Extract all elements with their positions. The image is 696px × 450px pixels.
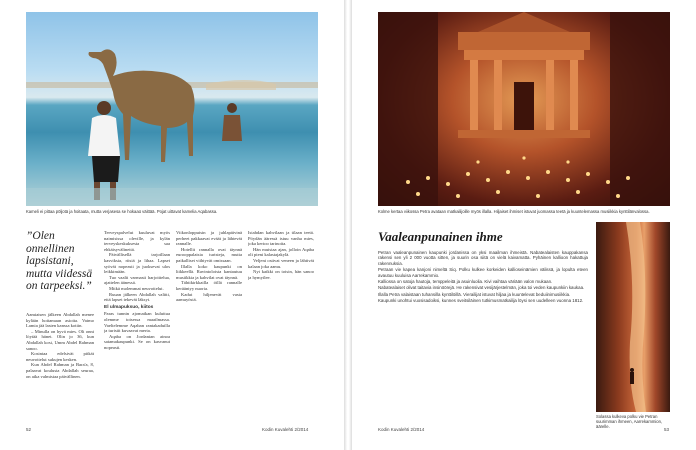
left-page-number: 52 <box>26 427 32 432</box>
paragraph: Veljeni ostivat veneen ja lähtivät kalaan joka aamu. <box>248 257 314 269</box>
paragraph: Nyt kaikki on toisin, hän sanoo ja hymyilee. <box>248 269 314 280</box>
petra-photo-caption: Kolme kertaa viikossa Petra avataan matkailijoille myös illalla. Hiljaiset ihmiset istuvat juomassa teetä ja kuuntelemassa musiikkia kynttilänvalossa. <box>378 209 650 214</box>
page-gutter <box>344 0 352 450</box>
petra-treasury-photo <box>378 12 670 206</box>
paragraph: Hän muistaa ajan, jolloin Aqaba oli pieni kalastajakylä. <box>248 246 314 258</box>
siq-canyon-photo <box>596 222 670 412</box>
camel-beach-photo <box>26 12 318 206</box>
subheading: El ulmapuksuo, kiitos <box>104 304 154 310</box>
petra-photo-illustration <box>378 12 670 206</box>
paragraph: Aamiaisen jälkeen Abdallah menee kylään hoitamaan asioita. Vaimo Lamia jää lasten kanssa kotiin. <box>26 312 94 329</box>
left-column-2 <box>104 230 170 424</box>
paragraph: Kosintaa edelsivät pitkät neuvottelut sukujen kesken. <box>26 351 94 362</box>
paragraph: Nabatealaiset olivat taitavia insinöörejä. He rakensivat vesijärjestelmän, joka toi veden kaupunkiin kaukaa. <box>378 285 585 291</box>
paragraph: Mitkä molemmat neuvottelut. <box>109 285 164 291</box>
right-folio-text: Kodin Kuvalehti 2/2014 <box>378 427 425 432</box>
paragraph: Tähtikirkkailla öillä rannalle kerääntyy nuoria. <box>176 280 242 291</box>
paragraph: Päivällisellä tarjoillaan kasviksia, riisiä ja lihaa. Lapset syövät nopeasti ja juoksevat ulos leikkimään. <box>104 252 170 275</box>
paragraph: – Minulla on hyvä mies. Oli onni löytää hänet. Olin jo 36, kun Abdallah kosi, Umm Abdel Rahman sanoo. <box>26 328 94 351</box>
paragraph: Illalla koko kaupunki on liikkeellä. Ravintoloista kantautuu musiikkia ja kahvilat ovat täynnä. <box>176 263 242 280</box>
right-page-number: 53 <box>664 427 670 432</box>
paragraph: Aqaba on Jordanian ainoa satamakaupunki. Se on kasvanut nopeasti. <box>104 333 170 350</box>
paragraph: Terveyspalvelut kuuluvat myös naimisissa oleville, ja kylän terveyskeskuksesta saa ehkäisyvälineitä. <box>104 230 170 252</box>
paragraph: Viikonloppuisin ja juhlapäivinä perheet pakkaavat eväät ja lähtevät rannalle. <box>176 230 242 247</box>
right-body-text <box>378 250 588 420</box>
camel-photo-caption: Kameli ei pittaa pöljotä ja hoitaata, mutta verjasesa se hokaaü väittää. Pojat uittavat kamelia Aqabassa. <box>26 209 218 214</box>
siq-photo-illustration <box>596 222 670 412</box>
left-column-3 <box>176 230 242 424</box>
paragraph: Kaupunki unohtui vuosisadoiksi, kunnes sveitsiläinen tutkimusmatkailija löysi sen uudelleen vuonna 1812. <box>378 298 584 304</box>
camel-photo-illustration <box>26 12 318 206</box>
siq-photo-caption: Solassa kulkeva polku vie Petran suurimman ihmeen, Aarrekammion, äärelle. <box>596 414 663 429</box>
left-column-1 <box>26 312 94 424</box>
paragraph: Illalla Petra valaistaan tuhansilla kynttilöillä. Vierailijat istuvat hiljaa ja kuuntelevat beduiinimusiikkia. <box>378 291 571 297</box>
paragraph: Hotellit rannalla ovat täynnä eurooppalaisia turisteja, mutta paikalliset viihtyvät omissaan. <box>176 246 242 263</box>
left-folio-text: Kodin Kuvalehti 2/2014 <box>262 427 309 432</box>
pull-quote: ”Olen onnellinen lapsistani, mutta viidessä on tarpeeksi.” <box>26 230 93 292</box>
paragraph: Istahdan kahvilaan ja tilaan teetä. Pöydän ääressä istuu vanha mies, joka kertoo tarinoita. <box>248 230 314 247</box>
paragraph: Ruuan jälkeen Abdallah valitti, että lapset tekevät läksyt. <box>104 291 170 303</box>
paragraph: Kalliossa on satoja hautoja, temppeleitä ja asuinluolia. Kivi vaihtaa väriään valon mukaan. <box>378 279 553 285</box>
article-headline: Vaaleanpunainen ihme <box>378 229 503 244</box>
paragraph: Petraan vie kapea kanjoni nimeltä Siq. Polku kulkee korkeiden kallioseinämien välissä, ja lopulta eteen avautuu kuuluisa Aarrekammio. <box>378 267 588 278</box>
paragraph: Paras tunnin ajomatkan kuluttua olemme toisessa maailmassa. Vaeltelemme Aqaban rantakaduilla ja turistit kuvaavat merta. <box>104 311 170 334</box>
left-column-4 <box>248 230 314 424</box>
paragraph: Petran vaaleanpunainen kaupunki jordanissa on yksi maailman ihmeistä. Nabatealaisten kauppakansa rakensi sen yli 2 000 vuotta sitten, ja suurin osa siitä on vielä kaivamatta. Pyhäinen kallioon hakattuja rakennuksia. <box>378 250 588 266</box>
paragraph: Tuo vaalii varmasti harjoittelua, ajattelen äänessä. <box>104 274 170 286</box>
paragraph: Kun Abdel Rahman ja Bara'a, 8, palaavat koulusta Abdallah seuraa, on aika valmistaa päivällinen. <box>26 362 94 379</box>
paragraph: Kadut hiljenevät vasta aamuyöstä. <box>176 291 242 303</box>
